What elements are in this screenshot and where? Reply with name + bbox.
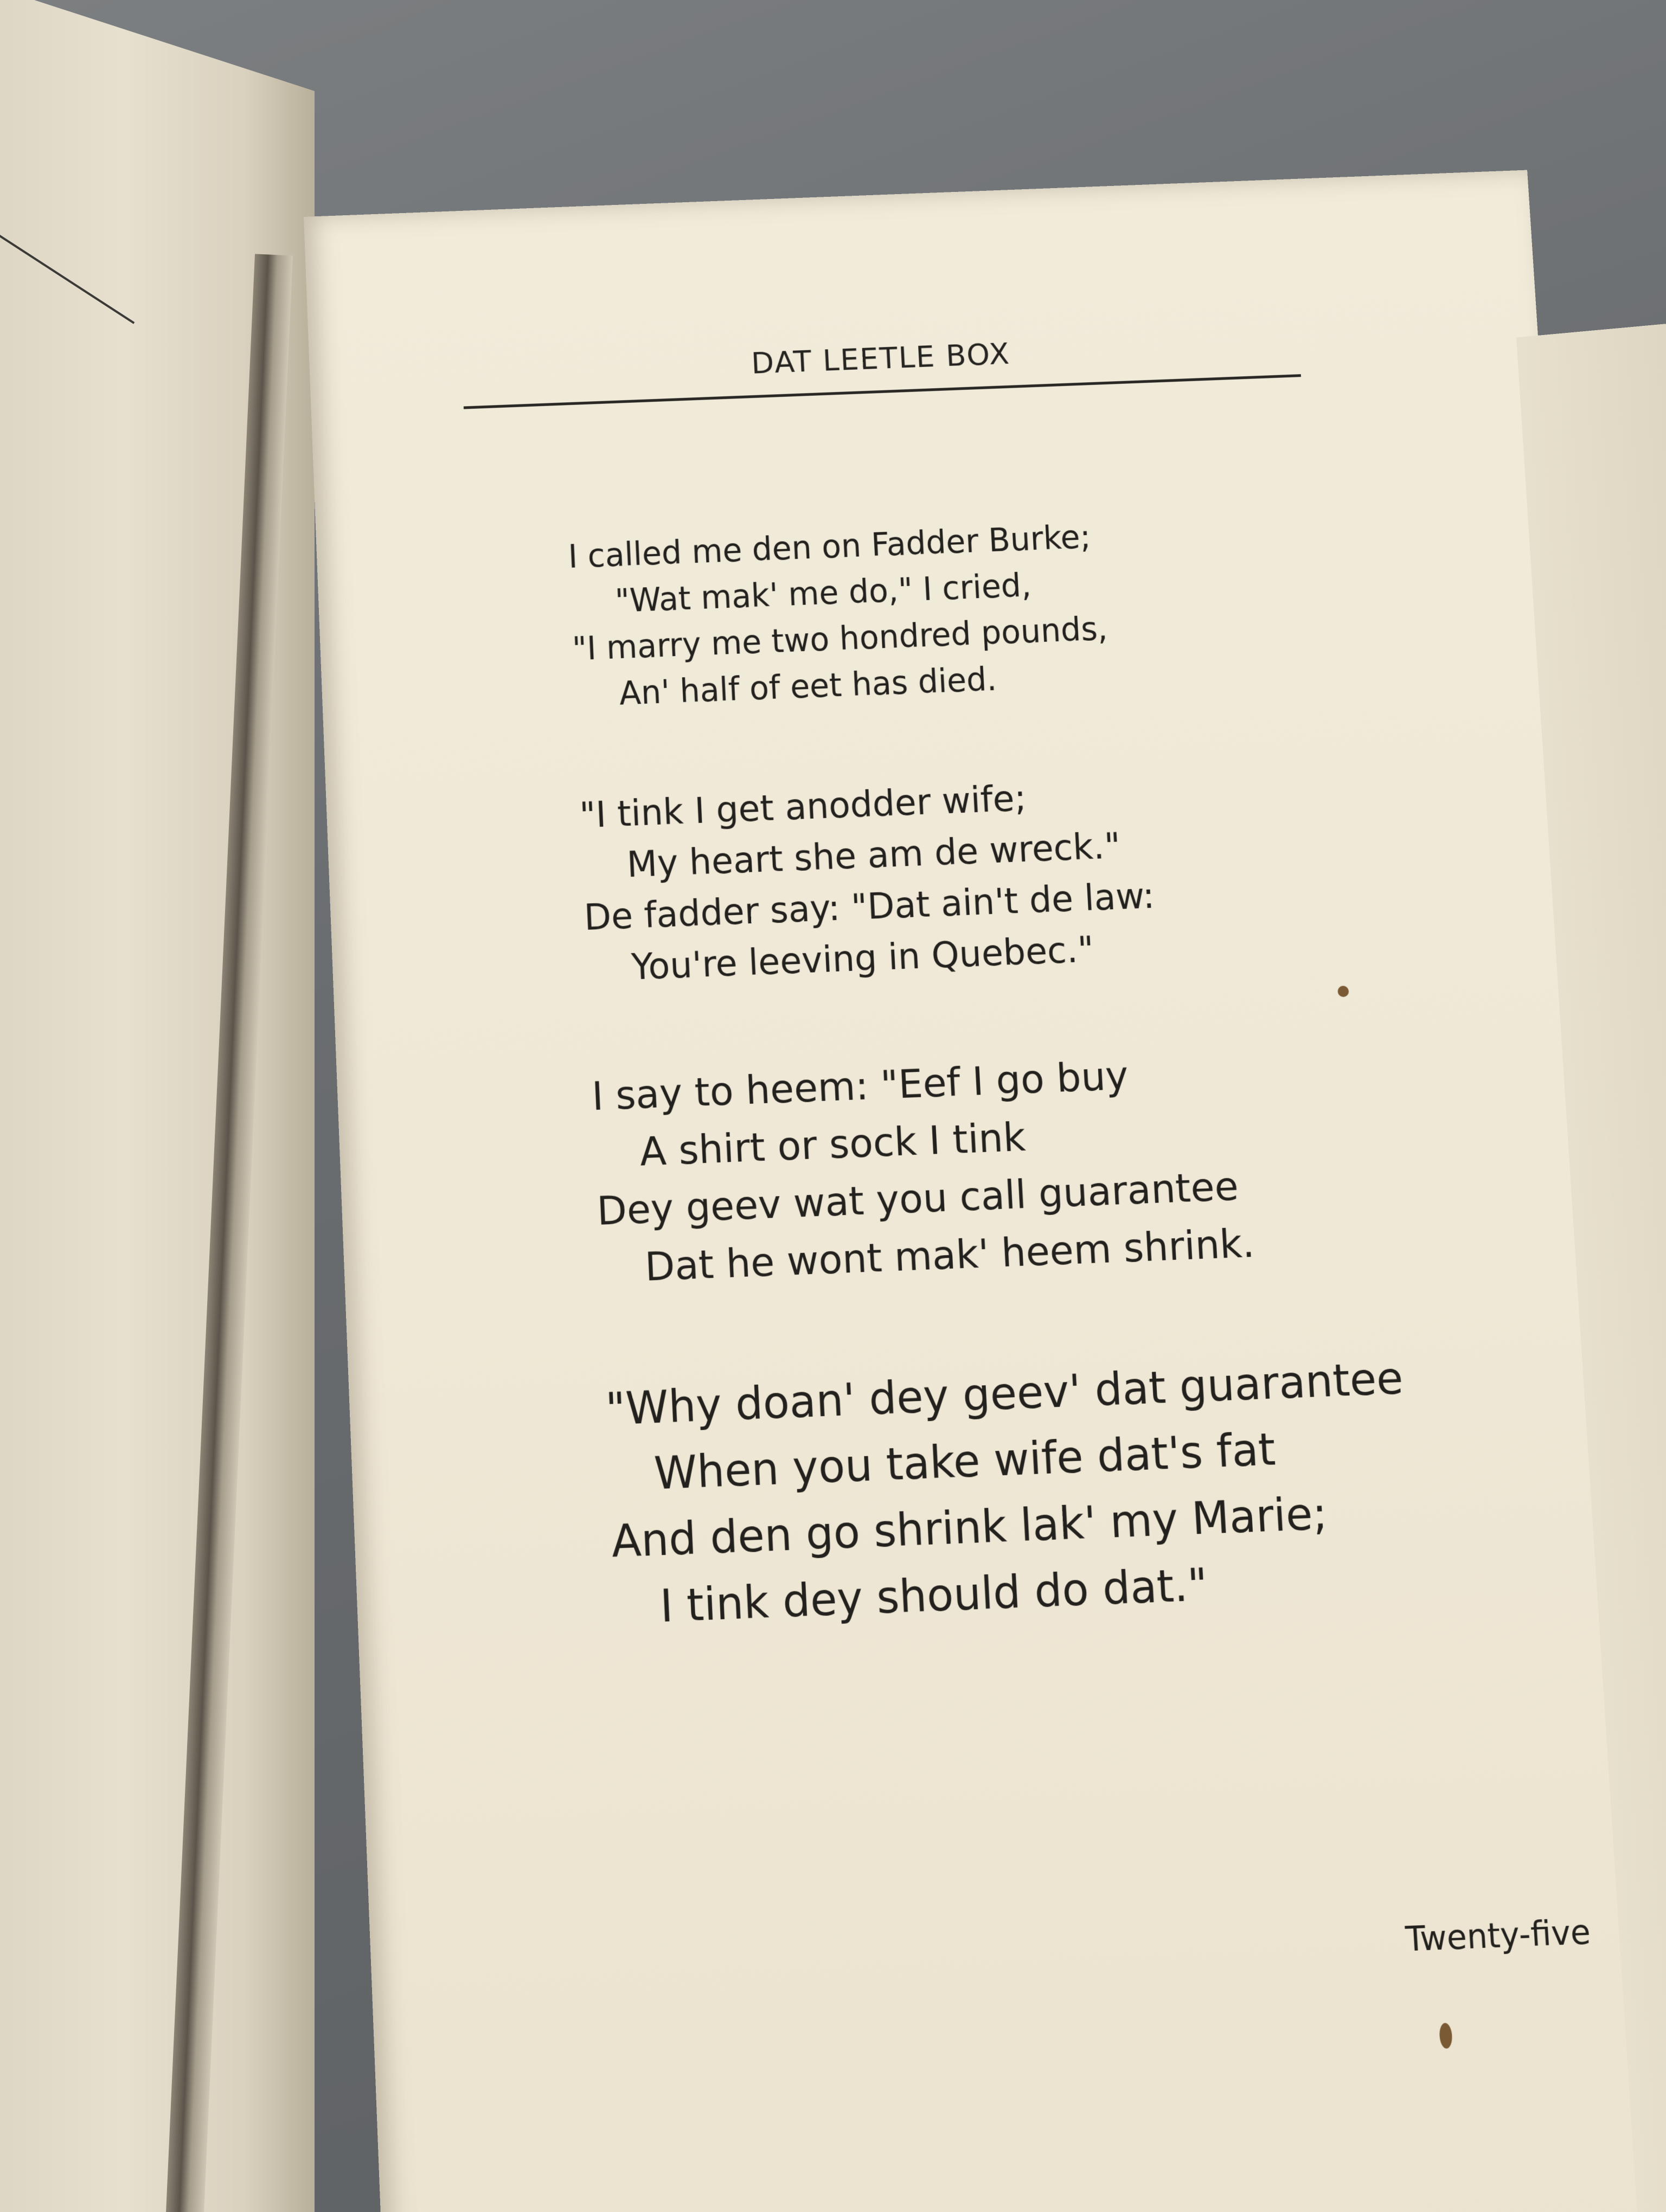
poem-page [304, 170, 1665, 2212]
paper-blemish [1439, 2023, 1453, 2049]
poem-line: "I tink I get anodder wife; [579, 778, 1028, 837]
poem-line: De fadder say: "Dat ain't de law: [583, 875, 1156, 939]
poem-line: You're leeving in Quebec." [630, 929, 1095, 988]
poem-line: "Wat mak' me do," I cried, [614, 566, 1033, 620]
poem-line: My heart she am de wreck." [626, 825, 1122, 886]
poem-line: "Why doan' dey geev' dat guarantee [604, 1353, 1405, 1436]
poem-line: When you take wife dat's fat [653, 1424, 1277, 1500]
poem-line: Dat he wont mak' heem shrink. [644, 1220, 1256, 1290]
page-number: Twenty-five [1404, 1912, 1592, 1959]
running-head: DAT LEETLE BOX [750, 336, 1011, 381]
poem-line: I tink dey should do dat." [659, 1559, 1209, 1633]
stanza [579, 754, 1523, 995]
stanza [591, 1031, 1542, 1297]
stanza [604, 1340, 1564, 1642]
poem-line: Dey geev wat you call guarantee [595, 1163, 1240, 1234]
poem-line: I say to heem: "Eef I go buy [591, 1052, 1130, 1120]
stanza [567, 498, 1505, 718]
poem-line: I called me den on Fadder Burke; [567, 518, 1092, 576]
poem-line: And den go shrink lak' my Marie; [610, 1488, 1329, 1568]
poem-line: A shirt or sock I tink [638, 1114, 1027, 1175]
poem [567, 498, 1565, 1642]
poem-line: "I marry me two hondred pounds, [571, 609, 1108, 668]
poem-line: An' half of eet has died. [618, 660, 998, 712]
